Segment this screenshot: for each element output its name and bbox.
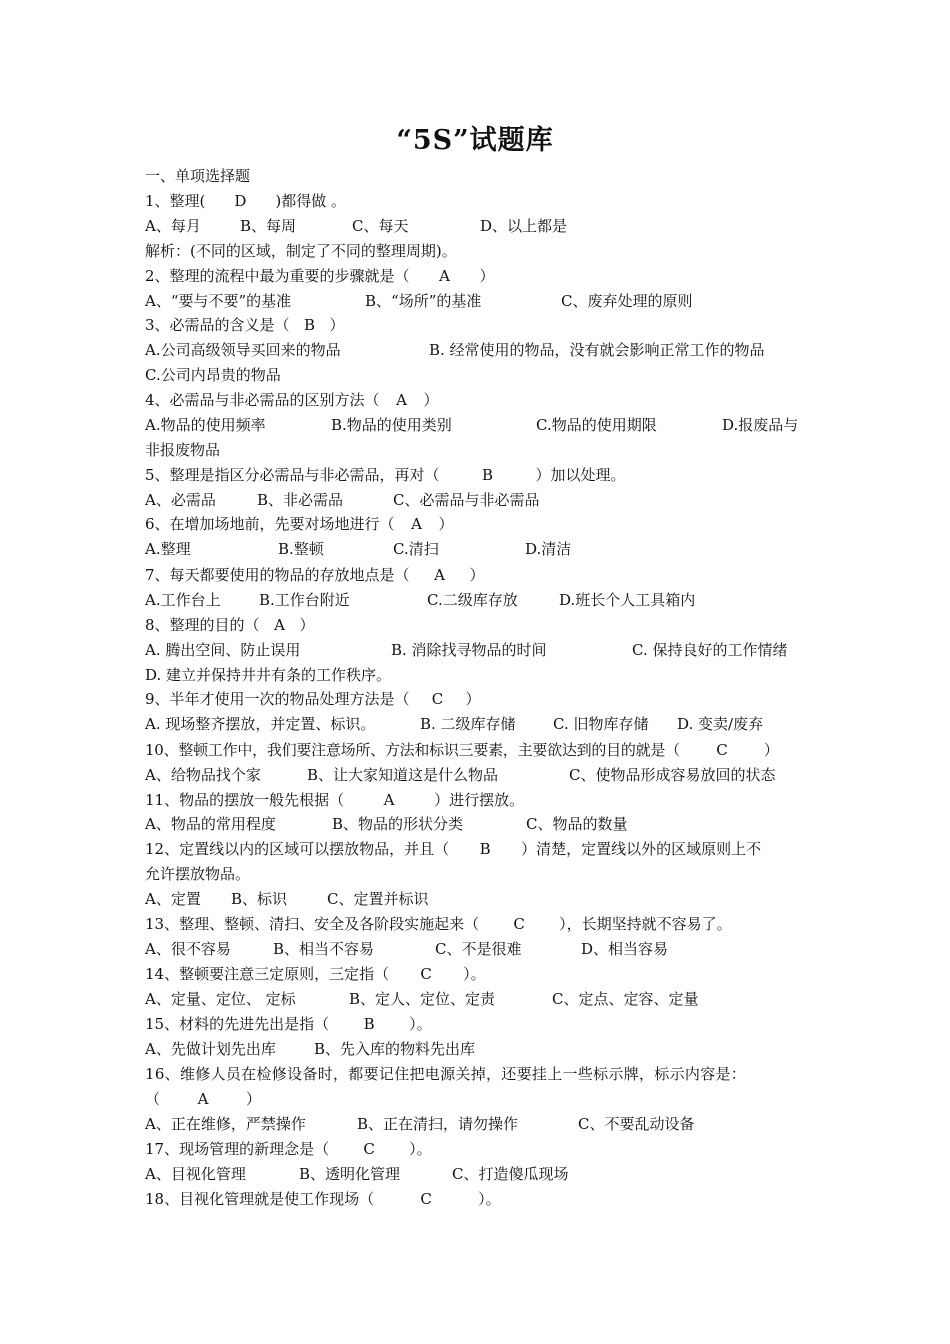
text-fragment: )都得做 。 (275, 192, 347, 210)
option: C、物品的数量 (526, 815, 628, 833)
option: C.清扫 (393, 540, 439, 558)
question-10 (145, 740, 810, 762)
text-fragment: 1、整理( (145, 192, 206, 210)
option: A.工作台上 (145, 591, 221, 609)
text-fragment: ），长期坚持就不容易了。 (559, 915, 732, 933)
question-3 (145, 315, 810, 337)
question-16-cont (145, 1089, 810, 1111)
text-fragment: 12、定置线以内的区域可以摆放物品，并且（ (145, 840, 450, 858)
text-fragment: 6、在增加场地前，先要对场地进行（ (145, 515, 395, 533)
answer-11: A (383, 791, 395, 809)
text-fragment: ）加以处理。 (535, 466, 626, 484)
option: A. 腾出空间、防止误用 (145, 641, 301, 659)
option: B、定人、定位、定责 (349, 990, 496, 1008)
text-fragment: ） (438, 515, 454, 533)
text-fragment: 9、半年才使用一次的物品处理方法是（ (145, 690, 410, 708)
question-2 (145, 266, 810, 288)
option: A.物品的使用频率 (145, 416, 266, 434)
question-4 (145, 390, 810, 412)
option: B、正在清扫，请勿操作 (357, 1115, 519, 1133)
text-fragment: 11、物品的摆放一般先根据（ (145, 791, 345, 809)
answer-3: B (304, 316, 316, 334)
text-fragment: 2、整理的流程中最为重要的步骤就是（ (145, 267, 410, 285)
option: C、废弃处理的原则 (561, 292, 693, 310)
question-5 (145, 465, 810, 487)
text-fragment: ）清楚，定置线以外的区域原则上不 (521, 840, 762, 858)
option: A、定置 (145, 890, 201, 908)
options-8b: D. 建立并保持井井有条的工作秩序。 (145, 666, 392, 684)
question-9 (145, 689, 810, 711)
answer-4: A (396, 391, 407, 409)
text-fragment: ） (469, 566, 485, 584)
option: C、使物品形成容易放回的状态 (569, 766, 776, 784)
text-fragment: ）进行摆放。 (434, 791, 525, 809)
option: C.物品的使用期限 (536, 416, 657, 434)
options-5 (145, 490, 810, 512)
answer-9: C (431, 690, 444, 708)
answer-18: C (420, 1190, 432, 1208)
answer-10: C (716, 741, 728, 759)
option: B、相当不容易 (273, 940, 375, 958)
text-fragment: ） (479, 267, 495, 285)
option: B.工作台附近 (259, 591, 350, 609)
options-6 (145, 539, 810, 561)
text-fragment: ） (246, 1090, 262, 1108)
text-fragment: 8、整理的目的（ (145, 616, 260, 634)
text-fragment: 18、目视化管理就是使工作现场（ (145, 1190, 375, 1208)
option: C、不要乱动设备 (578, 1115, 695, 1133)
text-fragment: 15、材料的先进先出是指（ (145, 1015, 330, 1033)
option: A、正在维修，严禁操作 (145, 1115, 306, 1133)
options-17 (145, 1164, 810, 1186)
option: A、必需品 (145, 491, 216, 509)
options-4 (145, 415, 810, 437)
text-fragment: ） (465, 690, 481, 708)
options-15 (145, 1039, 810, 1061)
text-fragment: ） (329, 316, 345, 334)
answer-17: C (363, 1140, 375, 1158)
option: B.物品的使用类别 (331, 416, 452, 434)
options-2 (145, 291, 810, 313)
option: A.整理 (145, 540, 191, 558)
answer-8: A (274, 616, 285, 634)
options-4b: 非报废物品 (145, 441, 221, 459)
text-fragment: （ (145, 1090, 161, 1108)
text-fragment: 17、现场管理的新理念是（ (145, 1140, 330, 1158)
question-12 (145, 839, 810, 861)
option: B、让大家知道这是什么物品 (307, 766, 499, 784)
answer-2: A (439, 267, 450, 285)
option: A、“要与不要”的基准 (145, 292, 292, 310)
option: A. 现场整齐摆放，并定置、标识。 (145, 715, 376, 733)
option: D.报废品与 (722, 416, 799, 434)
text-fragment: ） (423, 391, 439, 409)
option: B. 消除找寻物品的时间 (391, 641, 547, 659)
text-fragment: ）。 (478, 1190, 501, 1208)
option: A、给物品找个家 (145, 766, 261, 784)
options-7 (145, 590, 810, 612)
options-3 (145, 340, 810, 362)
text-fragment: 3、必需品的含义是（ (145, 316, 290, 334)
option: A.公司高级领导买回来的物品 (145, 341, 341, 359)
question-13 (145, 914, 810, 936)
question-18 (145, 1189, 810, 1211)
option: D. 变卖/废弃 (677, 715, 764, 733)
option: A、先做计划先出库 (145, 1040, 276, 1058)
options-8 (145, 640, 810, 662)
answer-15: B (363, 1015, 375, 1033)
answer-6: A (411, 515, 422, 533)
option: D、相当容易 (581, 940, 669, 958)
option: A、每月 (145, 217, 201, 235)
question-14 (145, 964, 810, 986)
answer-16: A (197, 1090, 209, 1108)
text-fragment: 4、必需品与非必需品的区别方法（ (145, 391, 380, 409)
question-7 (145, 565, 810, 587)
question-17 (145, 1139, 810, 1161)
text-fragment: 14、整顿要注意三定原则，三定指（ (145, 965, 390, 983)
options-13 (145, 939, 810, 961)
question-12-cont: 允许摆放物品。 (145, 865, 251, 883)
option: B、先入库的物料先出库 (314, 1040, 476, 1058)
option: C、定点、定容、定量 (552, 990, 699, 1008)
option: D.班长个人工具箱内 (559, 591, 696, 609)
text-fragment: ） (299, 616, 315, 634)
option: B. 二级库存储 (420, 715, 516, 733)
option: C、每天 (352, 217, 409, 235)
options-3b: C.公司内昂贵的物品 (145, 366, 281, 384)
option: A、目视化管理 (145, 1165, 246, 1183)
section-heading: 一、单项选择题 (145, 167, 251, 185)
question-8 (145, 615, 810, 637)
text-fragment: 13、整理、整顿、清扫、安全及各阶段实施起来（ (145, 915, 480, 933)
question-6 (145, 514, 810, 536)
text-fragment: 5、整理是指区分必需品与非必需品，再对（ (145, 466, 440, 484)
answer-5: B (482, 466, 494, 484)
options-1 (145, 216, 810, 238)
answer-1: D (234, 192, 247, 210)
option: D.清洁 (525, 540, 572, 558)
option: C、必需品与非必需品 (393, 491, 540, 509)
options-9 (145, 714, 810, 736)
option: B、“场所”的基准 (365, 292, 482, 310)
options-14 (145, 989, 810, 1011)
option: C. 保持良好的工作情绪 (632, 641, 788, 659)
answer-13: C (513, 915, 525, 933)
question-11 (145, 790, 810, 812)
option: B.整顿 (278, 540, 324, 558)
option: B、非必需品 (257, 491, 344, 509)
text-fragment: 7、每天都要使用的物品的存放地点是（ (145, 566, 410, 584)
option: C.二级库存放 (427, 591, 518, 609)
question-1 (145, 191, 810, 213)
options-12 (145, 889, 810, 911)
answer-7: A (434, 566, 445, 584)
text-fragment: ）。 (409, 1015, 432, 1033)
question-15 (145, 1014, 810, 1036)
option: C、不是很难 (435, 940, 522, 958)
text-fragment: ）。 (463, 965, 486, 983)
page-title: “5S”试题库 (396, 125, 554, 156)
option: A、物品的常用程度 (145, 815, 276, 833)
options-10 (145, 765, 810, 787)
text-fragment: ）。 (409, 1140, 432, 1158)
question-16: 16、维修人员在检修设备时，都要记住把电源关掉，还要挂上一些标示牌，标示内容是： (145, 1065, 747, 1083)
option: C. 旧物库存储 (553, 715, 649, 733)
option: B、标识 (231, 890, 288, 908)
option: D、以上都是 (480, 217, 568, 235)
note-1: 解析：(不同的区域，制定了不同的整理周期)。 (145, 242, 457, 260)
option: C、定置并标识 (327, 890, 429, 908)
option: A、定量、定位、 定标 (145, 990, 296, 1008)
option: B、物品的形状分类 (332, 815, 464, 833)
option: C、打造傻瓜现场 (452, 1165, 569, 1183)
option: B、每周 (240, 217, 297, 235)
option: A、很不容易 (145, 940, 231, 958)
options-16 (145, 1114, 810, 1136)
option: B、透明化管理 (299, 1165, 401, 1183)
options-11 (145, 814, 810, 836)
text-fragment: 10、整顿工作中，我们要注意场所、方法和标识三要素，主要欲达到的目的就是（ (145, 741, 680, 759)
option: B. 经常使用的物品，没有就会影响正常工作的物品 (429, 341, 765, 359)
answer-14: C (420, 965, 432, 983)
answer-12: B (479, 840, 491, 858)
text-fragment: ） (763, 741, 779, 759)
